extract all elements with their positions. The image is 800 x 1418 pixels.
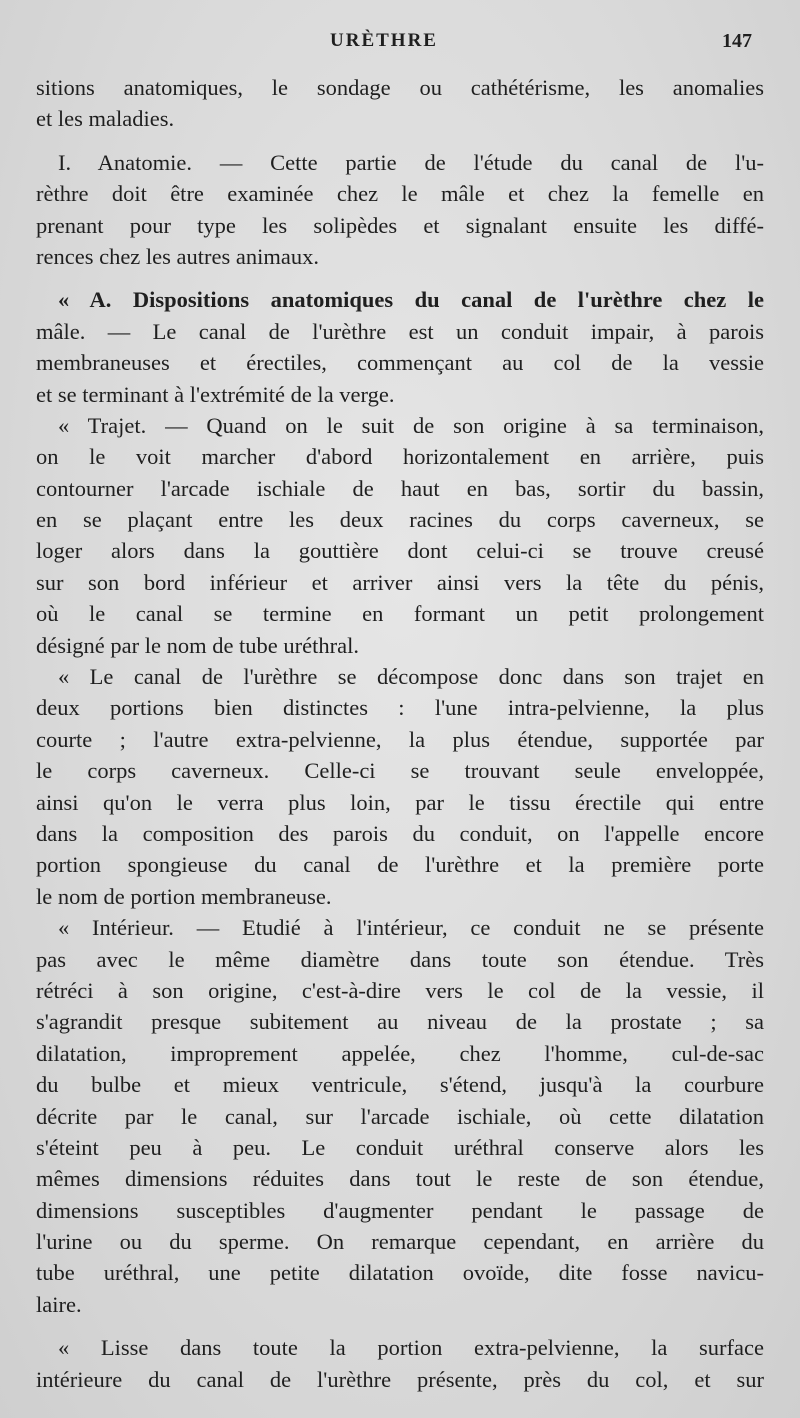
text-line: l'urine ou du sperme. On remarque cependant, en arrière du — [36, 1229, 764, 1255]
text-line: tube uréthral, une petite dilatation ovoïde, dite fosse navicu- — [36, 1260, 764, 1286]
page-number: 147 — [722, 30, 752, 52]
text-line: portion spongieuse du canal de l'urèthre et la première porte — [36, 852, 764, 878]
text-line: « Le canal de l'urèthre se décompose donc dans son trajet en — [58, 664, 764, 690]
text-line: le corps caverneux. Celle-ci se trouvant seule enveloppée, — [36, 758, 764, 784]
text-line: courte ; l'autre extra-pelvienne, la plus étendue, supportée par — [36, 726, 764, 752]
text-line: et se terminant à l'extrémité de la verge. — [36, 381, 395, 407]
text-line: contourner l'arcade ischiale de haut en bas, sortir du bassin, — [36, 475, 764, 501]
paragraph-gap — [36, 135, 764, 147]
section-heading-line: « A. Dispositions anatomiques du canal de l'urèthre chez le — [58, 287, 764, 313]
text-line: ainsi qu'on le verra plus loin, par le tissu érectile qui entre — [36, 789, 764, 815]
text-line: rèthre doit être examinée chez le mâle et chez la femelle en — [36, 181, 764, 207]
body-text — [36, 72, 764, 1395]
paragraph-gap — [36, 1320, 764, 1332]
text-line: dimensions susceptibles d'augmenter pendant le passage de — [36, 1197, 764, 1223]
text-line: rétréci à son origine, c'est-à-dire vers le col de la vessie, il — [36, 977, 764, 1003]
text-line: « Lisse dans toute la portion extra-pelvienne, la surface — [58, 1335, 764, 1361]
text-line: membraneuses et érectiles, commençant au col de la vessie — [36, 350, 764, 376]
text-line: s'éteint peu à peu. Le conduit uréthral conserve alors les — [36, 1134, 764, 1160]
text-line: I. Anatomie. — Cette partie de l'étude du canal de l'u- — [58, 149, 764, 175]
text-line: du bulbe et mieux ventricule, s'étend, jusqu'à la courbure — [36, 1072, 764, 1098]
text-line: pas avec le même diamètre dans toute son étendue. Très — [36, 946, 764, 972]
text-line: « Intérieur. — Etudié à l'intérieur, ce conduit ne se présente — [58, 915, 764, 941]
text-line: dans la composition des parois du conduit, on l'appelle encore — [36, 820, 764, 846]
text-line: rences chez les autres animaux. — [36, 243, 319, 269]
text-line: mâle. — Le canal de l'urèthre est un conduit impair, à parois — [36, 318, 764, 344]
text-line: le nom de portion membraneuse. — [36, 883, 332, 909]
text-line: prenant pour type les solipèdes et signalant ensuite les diffé- — [36, 212, 764, 238]
paragraph-gap — [36, 272, 764, 284]
text-line: laire. — [36, 1291, 82, 1317]
text-line: loger alors dans la gouttière dont celui-ci se trouve creusé — [36, 538, 764, 564]
text-line: décrite par le canal, sur l'arcade ischiale, où cette dilatation — [36, 1103, 764, 1129]
text-line: désigné par le nom de tube uréthral. — [36, 632, 360, 658]
text-line: sitions anatomiques, le sondage ou cathétérisme, les anomalies — [36, 75, 764, 100]
text-line: dilatation, improprement appelée, chez l'homme, cul-de-sac — [36, 1040, 764, 1066]
running-header — [0, 30, 800, 64]
text-line: intérieure du canal de l'urèthre présente, près du col, et sur — [36, 1366, 764, 1392]
text-line: où le canal se termine en formant un petit prolongement — [36, 601, 764, 627]
text-line: on le voit marcher d'abord horizontalement en arrière, puis — [36, 444, 764, 470]
running-title: URÈTHRE — [330, 30, 438, 51]
text-line: sur son bord inférieur et arriver ainsi vers la tête du pénis, — [36, 569, 764, 595]
text-line: mêmes dimensions réduites dans tout le reste de son étendue, — [36, 1166, 764, 1192]
text-line: « Trajet. — Quand on le suit de son origine à sa terminaison, — [58, 412, 764, 438]
text-line: en se plaçant entre les deux racines du corps caverneux, se — [36, 507, 764, 533]
text-line: et les maladies. — [36, 106, 175, 132]
text-line: deux portions bien distinctes : l'une intra-pelvienne, la plus — [36, 695, 764, 721]
text-line: s'agrandit presque subitement au niveau de la prostate ; sa — [36, 1009, 764, 1035]
